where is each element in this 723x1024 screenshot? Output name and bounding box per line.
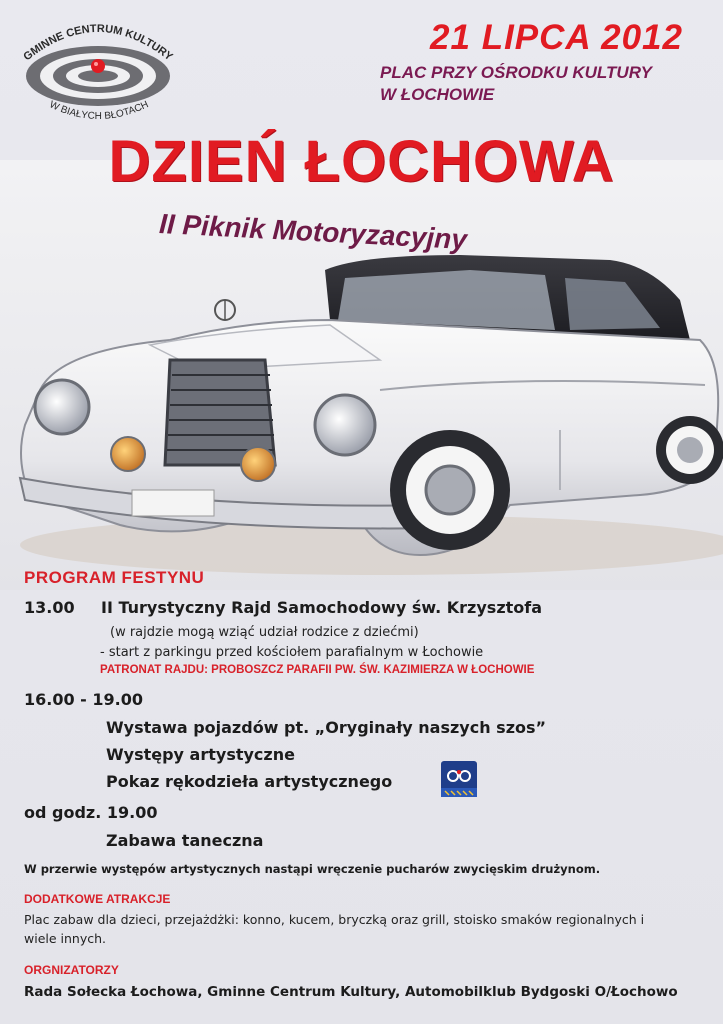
rally-note-1: (w rajdzie mogą wziąć udział rodzice z dziećmi) — [110, 625, 419, 640]
evening-item: Zabawa taneczna — [106, 831, 264, 850]
target-rings-logo-icon — [18, 14, 178, 126]
rally-time: 13.00 — [24, 598, 75, 617]
extras-text: Plac zabaw dla dzieci, przejażdżki: konno, kucem, bryczką oraz grill, stoisko smaków regionalnych i wiele innych. — [24, 912, 645, 946]
event-venue — [380, 62, 652, 106]
handicraft-icon — [440, 760, 478, 798]
venue-line-1: PLAC PRZY OŚRODKU KULTURY — [380, 63, 653, 82]
program-heading: PROGRAM FESTYNU — [24, 568, 205, 587]
afternoon-item-2: Występy artystyczne — [106, 745, 295, 764]
extras-heading: DODATKOWE ATRAKCJE — [24, 892, 171, 906]
organizers-text: Rada Sołecka Łochowa, Gminne Centrum Kultury, Automobilklub Bydgoski O/Łochowo — [24, 984, 678, 1000]
evening-time: od godz. 19.00 — [24, 803, 158, 822]
afternoon-item-1: Wystawa pojazdów pt. „Oryginały naszych szos” — [106, 718, 547, 737]
rally-title: II Turystyczny Rajd Samochodowy św. Krzysztofa — [101, 598, 543, 617]
event-date: 21 LIPCA 2012 — [430, 18, 683, 57]
venue-line-2: W ŁOCHOWIE — [380, 85, 495, 104]
organizer-logo — [18, 14, 178, 126]
rally-patron: PATRONAT RAJDU: PROBOSZCZ PARAFII PW. ŚW. KAZIMIERZA W ŁOCHOWIE — [100, 664, 535, 676]
event-subtitle: II Piknik Motoryzacyjny — [158, 208, 468, 256]
afternoon-time: 16.00 - 19.00 — [24, 690, 143, 709]
rally-note-2: - start z parkingu przed kościołem parafialnym w Łochowie — [100, 645, 484, 660]
organizers-heading: ORGNIZATORZY — [24, 963, 119, 977]
logo-bottom-text: W BIAŁYCH BŁOTACH — [47, 99, 151, 123]
rally-row — [24, 598, 542, 617]
logo-top-text: GMINNE CENTRUM KULTURY — [21, 22, 175, 64]
event-title: DZIEŃ ŁOCHOWA — [108, 129, 615, 194]
afternoon-item-3: Pokaz rękodzieła artystycznego — [106, 772, 393, 791]
trophy-announcement: W przerwie występów artystycznych nastąpi wręczenie pucharów zwycięskim drużynom. — [24, 862, 601, 876]
